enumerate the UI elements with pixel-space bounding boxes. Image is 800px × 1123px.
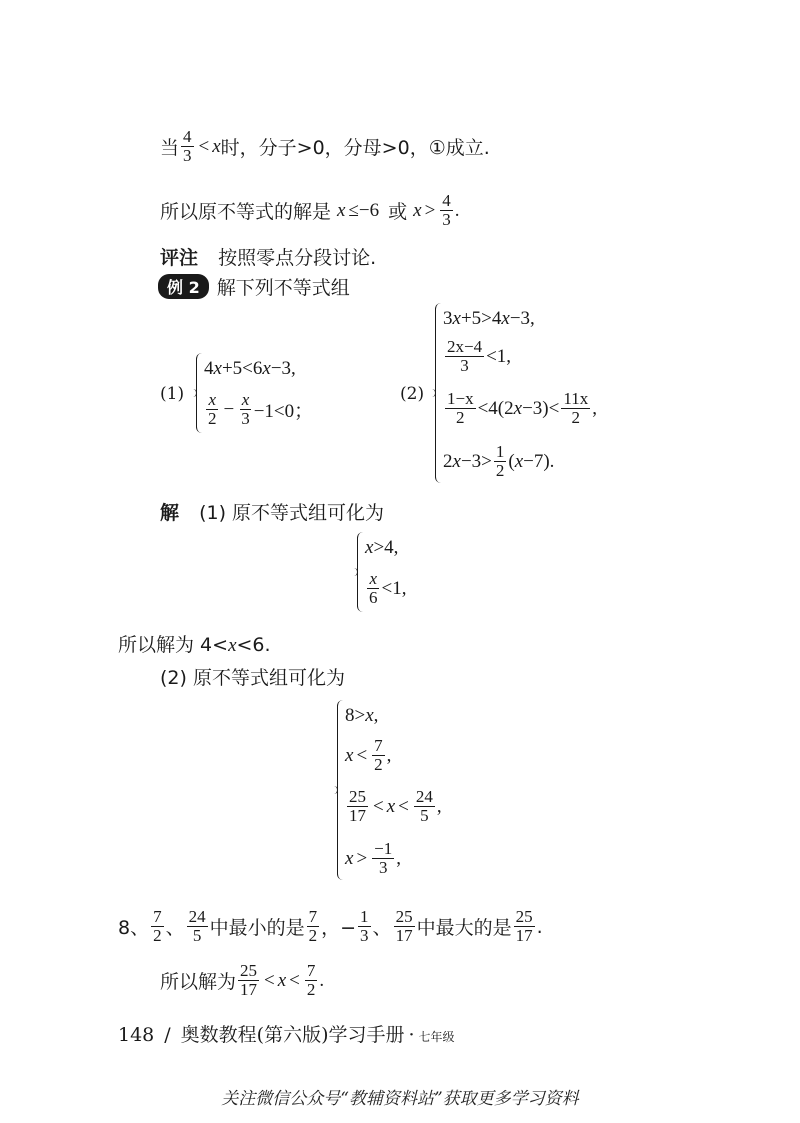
- denominator: 2: [374, 755, 383, 775]
- fraction: [440, 192, 453, 230]
- operator: <: [373, 795, 384, 817]
- fraction: [151, 908, 164, 946]
- solution-label: 解: [160, 502, 180, 524]
- numerator: 7: [306, 961, 316, 980]
- sys3-row1: x >4,: [365, 537, 399, 558]
- text: 或: [388, 201, 408, 224]
- expr: −3>: [460, 450, 492, 472]
- numerator: 25: [515, 907, 533, 926]
- solution-text: (1) 原不等式组可化为: [199, 502, 385, 524]
- numerator: 7: [374, 736, 383, 755]
- coef: 3: [443, 308, 453, 329]
- watermark: 关注微信公众号“教辅资料站”获取更多学习资料: [221, 1089, 579, 1109]
- line-condition: [160, 128, 490, 166]
- system-2: [435, 303, 695, 483]
- text: 、: [372, 917, 392, 940]
- denominator: 2: [308, 926, 318, 946]
- denominator: 3: [460, 356, 469, 376]
- fraction: [358, 908, 371, 946]
- fraction: [187, 908, 208, 946]
- brace: [435, 303, 442, 483]
- numerator: 24: [415, 787, 433, 806]
- operator: <: [398, 795, 409, 817]
- punct: ,: [592, 397, 597, 419]
- expr: 8>: [345, 705, 366, 726]
- punct: ,: [373, 705, 379, 726]
- fraction: [367, 570, 380, 608]
- fraction: [445, 390, 476, 428]
- punct: ,: [436, 795, 442, 817]
- separator: ·: [408, 1024, 415, 1046]
- sys4-row3: $\frac{25}{17}$ < x < $\frac{24}{5}$ ,: [349, 787, 442, 826]
- fraction: [238, 962, 259, 1000]
- expr: <1,: [381, 577, 407, 599]
- coef: 2: [443, 450, 453, 472]
- solution-1: 所以解为 4<x<6.: [118, 634, 271, 656]
- denominator: 2: [571, 408, 581, 428]
- sys4-row1: 8> x ,: [345, 705, 379, 726]
- fraction: [445, 338, 484, 376]
- text: 时，分子>0，分母>0，①成立.: [220, 137, 490, 160]
- sys4-row2: x < $\frac{7}{2}$ ,: [345, 736, 392, 775]
- condition: ≤−6: [348, 199, 380, 221]
- text: 8、: [118, 917, 150, 940]
- text: 中最小的是: [209, 917, 305, 940]
- fraction: [514, 908, 535, 946]
- expr: +5<6: [221, 358, 263, 379]
- solution-2-heading: (2) 原不等式组可化为: [160, 667, 345, 689]
- numerator: 1: [360, 907, 369, 926]
- denominator: 6: [369, 588, 378, 608]
- sys2-row4: 2 x −3> $\frac{1}{2}$ ( x −7).: [443, 442, 555, 481]
- system-2-label: (2): [400, 384, 425, 404]
- comment-line: [160, 243, 376, 270]
- text: 中最大的是: [416, 917, 512, 940]
- text: .: [536, 915, 543, 938]
- brace: [337, 700, 344, 880]
- comment-label: 评注: [160, 247, 199, 269]
- grade-label: 七年级: [418, 1030, 455, 1044]
- denominator: 2: [456, 408, 465, 428]
- line-solution-summary: [160, 192, 460, 230]
- numerator: 4: [183, 127, 192, 146]
- sys2-row3: $\frac{1-x}{2}$ <4(2 x −3)< $\frac{11x}{2}$ ,: [447, 389, 597, 428]
- variable: x: [277, 969, 287, 991]
- example-text: 解下列不等式组: [216, 277, 350, 299]
- example-badge: 例 2: [158, 274, 209, 299]
- operator: <: [289, 969, 300, 991]
- example-heading: [158, 273, 350, 300]
- text: 所以解为: [160, 971, 237, 994]
- numerator: 1−x: [447, 389, 474, 408]
- punct: ,: [396, 847, 401, 869]
- numerator: 25: [240, 961, 258, 980]
- expr: (: [508, 450, 515, 472]
- denominator: 2: [495, 461, 505, 481]
- denominator: 2: [306, 980, 316, 1000]
- numerator: 4: [442, 191, 451, 210]
- sys2-row2: [443, 338, 511, 376]
- sys1-row2: [204, 391, 313, 429]
- fraction: [561, 390, 590, 428]
- variable: x: [337, 199, 346, 221]
- denominator: 2: [153, 926, 162, 946]
- denominator: 5: [192, 926, 202, 946]
- numerator: 1: [495, 442, 505, 461]
- expr: −3)<: [522, 397, 560, 419]
- fraction: [494, 443, 507, 481]
- text: 所以解为 4<: [118, 634, 229, 656]
- expr: −1<0；: [253, 401, 314, 423]
- fraction: [181, 128, 194, 166]
- system-1-label: (1): [160, 384, 185, 404]
- numerator: −1: [374, 839, 393, 858]
- operator: >: [356, 847, 368, 869]
- denominator: 3: [360, 926, 369, 946]
- brace: [196, 353, 203, 433]
- operator: >: [424, 199, 436, 221]
- numerator: 24: [188, 907, 206, 926]
- denominator: 3: [241, 409, 250, 429]
- numerator: x: [241, 390, 250, 409]
- operator: <: [356, 744, 368, 766]
- sys4-row4: x > $\frac{-1}{3}$ ,: [345, 839, 401, 878]
- page-number: 148: [118, 1024, 155, 1046]
- punct: .: [454, 199, 460, 221]
- fraction: [414, 788, 435, 826]
- sys3-row2: [365, 570, 406, 608]
- denominator: 3: [183, 146, 192, 166]
- numerator: 7: [308, 907, 318, 926]
- solution-heading: [160, 498, 384, 525]
- sys1-row1: 4 x +5<6 x −3,: [204, 358, 296, 379]
- fraction: [206, 391, 219, 429]
- denominator: 17: [240, 980, 258, 1000]
- fraction: [372, 840, 394, 878]
- numerator: 25: [395, 907, 413, 926]
- punct: .: [319, 969, 325, 991]
- expr: −7).: [523, 450, 555, 472]
- expr: >4,: [373, 537, 399, 558]
- book-title: 奥数教程(第六版)学习手册: [180, 1024, 405, 1046]
- expr: −3,: [270, 358, 296, 379]
- denominator: 17: [515, 926, 533, 946]
- sys2-row1: 3 x +5>4 x −3,: [443, 308, 535, 329]
- coef: 4: [204, 358, 214, 379]
- denominator: 3: [378, 858, 388, 878]
- numerator: 7: [153, 907, 162, 926]
- separator: /: [164, 1024, 171, 1046]
- operator: −: [223, 398, 235, 420]
- expr: −3,: [509, 308, 535, 329]
- fraction: [239, 391, 252, 429]
- system-1: [196, 353, 386, 433]
- operator: <: [198, 135, 210, 157]
- fraction: [307, 908, 320, 946]
- expr: <1,: [486, 345, 512, 367]
- denominator: 17: [395, 926, 413, 946]
- text: 当: [160, 137, 180, 160]
- system-3: [357, 532, 467, 612]
- variable: x: [212, 135, 221, 157]
- comparison-line: [118, 908, 543, 946]
- operator: <: [264, 969, 275, 991]
- fraction: [305, 962, 318, 1000]
- system-4: [337, 700, 517, 880]
- comment-text: 按照零点分段讨论.: [218, 247, 377, 269]
- brace: [357, 532, 364, 612]
- expr: <4(2: [477, 397, 514, 419]
- variable: x: [413, 199, 422, 221]
- fraction: [372, 737, 385, 775]
- text: <6.: [236, 634, 271, 656]
- punct: ,: [386, 744, 392, 766]
- numerator: 11x: [563, 389, 589, 408]
- text: 所以原不等式的解是: [160, 201, 332, 224]
- text: 、: [165, 917, 185, 940]
- numerator: 25: [349, 787, 366, 806]
- denominator: 17: [349, 806, 366, 826]
- page-footer: [118, 1020, 455, 1047]
- numerator: 2x−4: [447, 337, 483, 356]
- text: ，−: [321, 917, 357, 940]
- fraction: [347, 788, 368, 826]
- fraction: [394, 908, 415, 946]
- denominator: 5: [420, 806, 429, 826]
- final-solution: [160, 962, 324, 1000]
- denominator: 3: [442, 210, 451, 230]
- numerator: x: [208, 390, 217, 409]
- denominator: 2: [208, 409, 217, 429]
- expr: +5>4: [460, 308, 502, 329]
- numerator: x: [369, 569, 378, 588]
